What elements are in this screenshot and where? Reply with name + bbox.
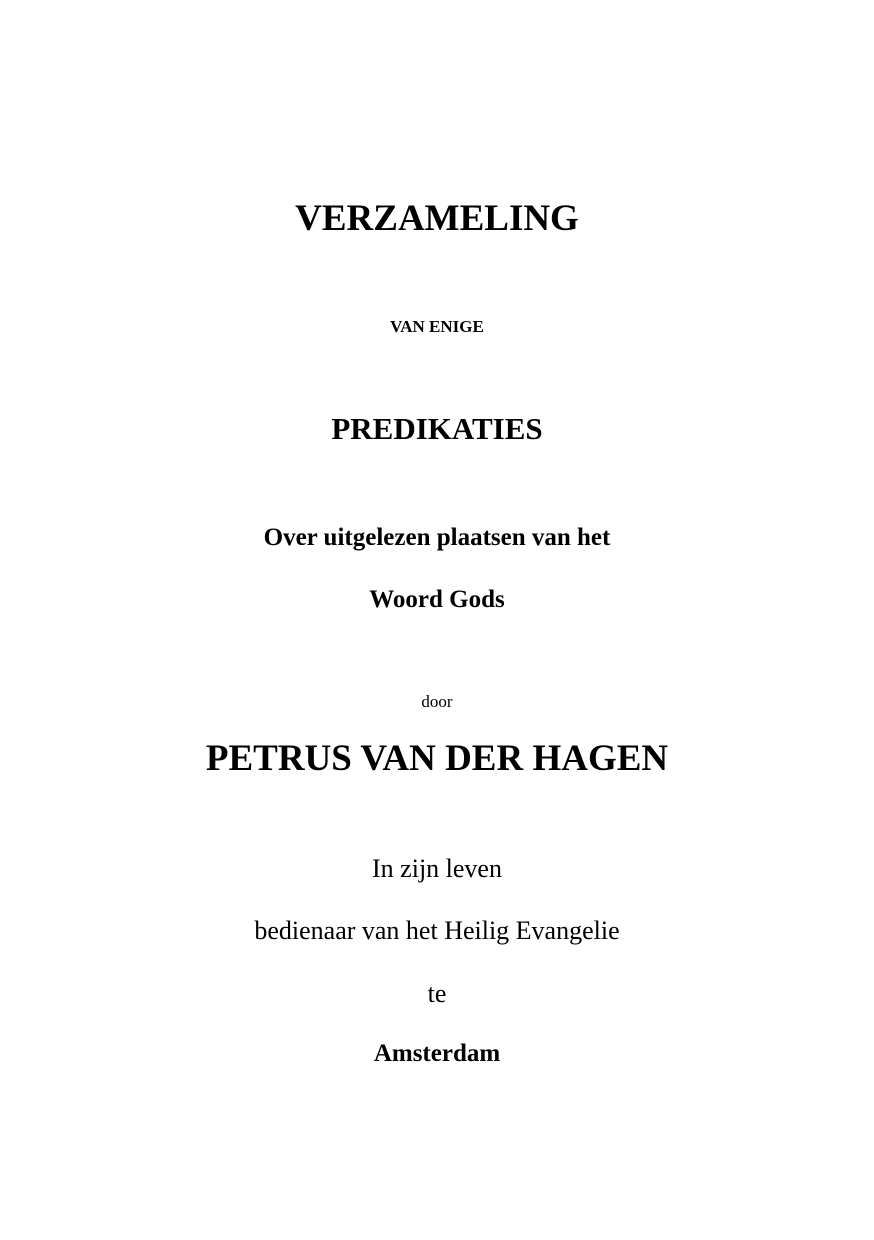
book-title: VERZAMELING bbox=[295, 198, 579, 239]
book-subject: PREDIKATIES bbox=[331, 411, 543, 446]
author-name: PETRUS VAN DER HAGEN bbox=[205, 738, 669, 779]
by-label: door bbox=[421, 692, 453, 711]
city-name: Amsterdam bbox=[373, 1040, 501, 1067]
author-role-line-2: bedienaar van het Heilig Evangelie bbox=[254, 916, 620, 945]
author-role-line-3: te bbox=[427, 979, 447, 1008]
author-role-line-1: In zijn leven bbox=[372, 854, 502, 883]
description-line-1: Over uitgelezen plaatsen van het bbox=[263, 524, 611, 551]
title-connector: VAN ENIGE bbox=[390, 317, 484, 336]
description-line-2: Woord Gods bbox=[369, 586, 505, 613]
